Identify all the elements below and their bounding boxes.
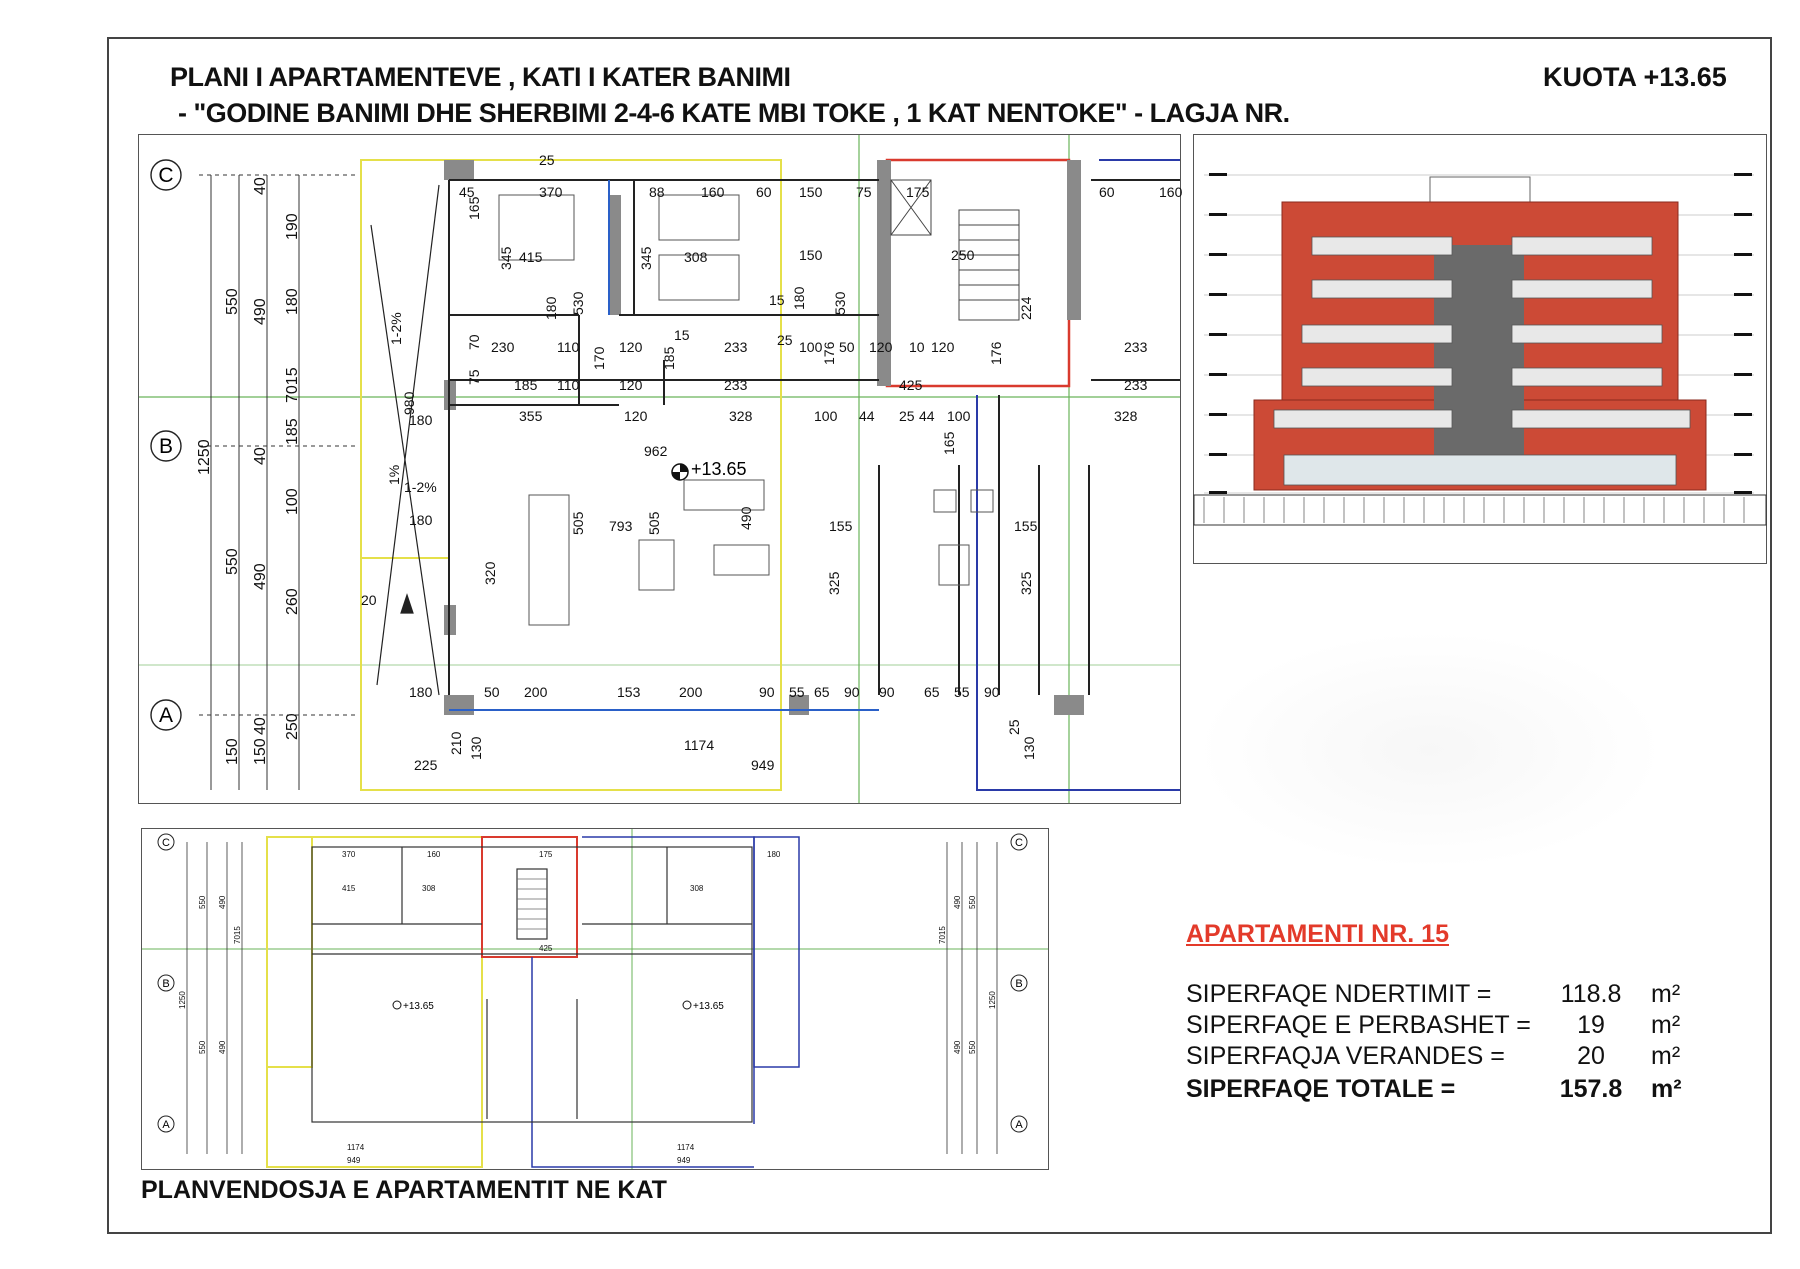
left-dimension-chains — [199, 175, 359, 790]
svg-text:490: 490 — [218, 1040, 227, 1054]
dim-490-bottom: 490 — [252, 563, 269, 590]
svg-text:949: 949 — [751, 757, 775, 773]
svg-text:180: 180 — [767, 850, 781, 859]
svg-text:100: 100 — [814, 408, 838, 424]
svg-text:175: 175 — [539, 850, 553, 859]
svg-text:153: 153 — [617, 684, 641, 700]
svg-text:225: 225 — [414, 757, 438, 773]
svg-text:60: 60 — [1099, 184, 1115, 200]
svg-text:233: 233 — [1124, 339, 1148, 355]
left-dimension-texts — [196, 177, 301, 765]
small-neighbour-outline — [582, 837, 754, 1124]
small-axis-a-left — [158, 1116, 174, 1132]
svg-text:200: 200 — [524, 684, 548, 700]
dim-1250: 1250 — [196, 439, 213, 475]
faded-area — [1195, 630, 1665, 870]
svg-text:90: 90 — [879, 684, 895, 700]
svg-text:120: 120 — [931, 339, 955, 355]
svg-text:328: 328 — [1114, 408, 1138, 424]
svg-text:345: 345 — [498, 246, 514, 270]
svg-text:550: 550 — [968, 895, 977, 909]
svg-text:C: C — [162, 837, 170, 849]
svg-text:345: 345 — [638, 246, 654, 270]
small-dimension-lines — [187, 842, 997, 1154]
svg-text:1-2%: 1-2% — [404, 479, 437, 495]
area-unit: m² — [1651, 1042, 1681, 1070]
svg-text:550: 550 — [198, 895, 207, 909]
svg-text:90: 90 — [759, 684, 775, 700]
small-elevation-marker-left — [393, 1001, 434, 1012]
svg-text:1-2%: 1-2% — [388, 312, 404, 345]
svg-text:250: 250 — [951, 247, 975, 263]
svg-text:370: 370 — [342, 850, 356, 859]
svg-text:165: 165 — [466, 196, 482, 220]
small-axis-b-right — [1011, 975, 1027, 991]
floor-placement-drawing — [142, 829, 1048, 1169]
area-label: SIPERFAQE NDERTIMIT = — [1186, 980, 1492, 1008]
svg-text:490: 490 — [738, 506, 754, 530]
svg-text:185: 185 — [514, 377, 538, 393]
svg-text:90: 90 — [844, 684, 860, 700]
svg-text:A: A — [1015, 1119, 1023, 1131]
svg-text:1174: 1174 — [684, 737, 715, 753]
svg-text:45: 45 — [459, 184, 475, 200]
svg-text:60: 60 — [756, 184, 772, 200]
svg-text:949: 949 — [347, 1156, 361, 1165]
axis-bubble-c — [151, 160, 181, 190]
dim-185: 185 — [284, 418, 301, 445]
small-stair-treads — [517, 879, 547, 929]
svg-text:233: 233 — [1124, 377, 1148, 393]
ground-hatch — [1194, 495, 1766, 525]
svg-text:+13.65: +13.65 — [693, 1001, 724, 1012]
svg-text:160: 160 — [427, 850, 441, 859]
svg-text:233: 233 — [724, 339, 748, 355]
svg-text:20: 20 — [361, 592, 377, 608]
drawing-title: PLANI I APARTAMENTEVE , KATI I KATER BANIMI — [170, 62, 791, 92]
svg-text:110: 110 — [557, 339, 580, 355]
svg-text:325: 325 — [826, 571, 842, 595]
svg-text:15: 15 — [769, 292, 785, 308]
svg-text:325: 325 — [1018, 571, 1034, 595]
svg-text:B: B — [162, 978, 170, 990]
small-veranda-outline — [267, 837, 312, 1067]
svg-text:180: 180 — [409, 512, 433, 528]
svg-text:55: 55 — [789, 684, 805, 700]
total-value: 157.8 — [1559, 1075, 1623, 1103]
svg-text:7015: 7015 — [233, 926, 242, 944]
svg-text:75: 75 — [466, 369, 482, 385]
area-unit: m² — [1651, 980, 1681, 1008]
placement-caption: PLANVENDOSJA E APARTAMENTIT NE KAT — [141, 1176, 667, 1204]
svg-text:176: 176 — [988, 341, 1004, 365]
svg-text:170: 170 — [591, 346, 607, 370]
dim-490-top: 490 — [252, 298, 269, 325]
svg-text:793: 793 — [609, 518, 633, 534]
building-facade-elevation — [1193, 134, 1767, 564]
svg-text:10: 10 — [909, 339, 925, 355]
svg-text:15: 15 — [674, 327, 690, 343]
area-label: SIPERFAQE E PERBASHET = — [1186, 1011, 1531, 1039]
svg-text:1250: 1250 — [988, 991, 997, 1009]
area-value: 20 — [1577, 1042, 1605, 1070]
svg-text:165: 165 — [941, 431, 957, 455]
dim-150-mid: 150 — [252, 738, 269, 765]
svg-text:490: 490 — [218, 895, 227, 909]
svg-text:25: 25 — [899, 408, 915, 424]
svg-text:44: 44 — [919, 408, 935, 424]
axis-bubble-a — [151, 700, 181, 730]
total-label: SIPERFAQE TOTALE = — [1186, 1075, 1456, 1103]
svg-text:530: 530 — [570, 291, 586, 315]
svg-text:B: B — [1015, 978, 1023, 990]
dim-40-top: 40 — [252, 177, 269, 195]
dim-100: 100 — [284, 488, 301, 515]
svg-text:308: 308 — [684, 249, 708, 265]
svg-text:130: 130 — [1021, 736, 1037, 760]
svg-text:490: 490 — [953, 1040, 962, 1054]
svg-text:7015: 7015 — [938, 926, 947, 944]
svg-text:25: 25 — [777, 332, 793, 348]
svg-text:120: 120 — [869, 339, 893, 355]
svg-text:+13.65: +13.65 — [691, 459, 747, 479]
svg-text:328: 328 — [729, 408, 753, 424]
dim-250: 250 — [284, 713, 301, 740]
svg-text:130: 130 — [468, 736, 484, 760]
area-value: 19 — [1577, 1011, 1605, 1039]
area-unit: m² — [1651, 1011, 1681, 1039]
area-value: 118.8 — [1560, 980, 1622, 1008]
small-elevation-marker-right — [683, 1001, 724, 1012]
svg-text:90: 90 — [984, 684, 1000, 700]
svg-text:1174: 1174 — [347, 1143, 365, 1152]
svg-text:120: 120 — [619, 377, 643, 393]
dim-40-mid: 40 — [252, 447, 269, 465]
dim-190: 190 — [284, 213, 301, 240]
svg-text:160: 160 — [701, 184, 725, 200]
small-axis-b-left — [158, 975, 174, 991]
dim-180: 180 — [284, 288, 301, 315]
svg-text:50: 50 — [839, 339, 855, 355]
svg-text:415: 415 — [342, 884, 356, 893]
svg-text:370: 370 — [539, 184, 563, 200]
svg-text:980: 980 — [401, 391, 417, 415]
small-right-veranda — [754, 837, 799, 1067]
svg-text:A: A — [158, 704, 174, 727]
svg-text:550: 550 — [968, 1040, 977, 1054]
small-axis-c-right — [1011, 834, 1027, 850]
svg-text:50: 50 — [484, 684, 500, 700]
svg-text:175: 175 — [906, 184, 930, 200]
drawing-subtitle: - "GODINE BANIMI DHE SHERBIMI 2-4-6 KATE MBI TOKE , 1 KAT NENTOKE" - LAGJA NR. — [178, 98, 1290, 128]
svg-text:65: 65 — [814, 684, 830, 700]
svg-text:160: 160 — [1159, 184, 1183, 200]
dim-550-top: 550 — [224, 288, 241, 315]
svg-text:962: 962 — [644, 443, 668, 459]
svg-text:176: 176 — [821, 341, 837, 365]
floor-placement-plan — [141, 828, 1049, 1170]
main-floor-plan-drawing — [139, 135, 1183, 803]
svg-text:88: 88 — [649, 184, 665, 200]
small-neighbour-lower — [532, 957, 754, 1167]
svg-text:230: 230 — [491, 339, 515, 355]
level-elevation-label: KUOTA +13.65 — [1543, 62, 1727, 92]
main-floor-plan — [138, 134, 1181, 804]
svg-text:505: 505 — [646, 511, 662, 535]
structural-columns — [444, 160, 1084, 715]
svg-text:949: 949 — [677, 1156, 691, 1165]
svg-text:44: 44 — [859, 408, 875, 424]
svg-text:1250: 1250 — [178, 991, 187, 1009]
svg-text:75: 75 — [856, 184, 872, 200]
svg-text:25: 25 — [539, 152, 555, 168]
dim-550-bottom: 550 — [224, 548, 241, 575]
svg-text:1%: 1% — [386, 464, 402, 485]
dim-40-low: 40 — [252, 717, 269, 735]
svg-text:550: 550 — [198, 1040, 207, 1054]
svg-text:100: 100 — [947, 408, 971, 424]
svg-text:120: 120 — [619, 339, 643, 355]
svg-text:224: 224 — [1018, 296, 1034, 320]
svg-text:25: 25 — [1006, 719, 1022, 735]
svg-text:180: 180 — [791, 286, 807, 310]
small-apartment-outline — [267, 837, 482, 1167]
small-grid-lines — [142, 829, 1048, 1169]
svg-text:65: 65 — [924, 684, 940, 700]
svg-text:70: 70 — [466, 334, 482, 350]
svg-text:308: 308 — [690, 884, 704, 893]
svg-text:150: 150 — [799, 184, 823, 200]
svg-text:+13.65: +13.65 — [403, 1001, 434, 1012]
svg-text:C: C — [158, 164, 174, 187]
veranda-outline-side — [361, 160, 449, 558]
svg-text:180: 180 — [409, 412, 433, 428]
svg-text:425: 425 — [539, 944, 553, 953]
svg-text:308: 308 — [422, 884, 436, 893]
svg-text:150: 150 — [799, 247, 823, 263]
small-dimension-labels — [178, 850, 997, 1165]
svg-text:110: 110 — [557, 377, 580, 393]
svg-text:C: C — [1015, 837, 1023, 849]
dim-7015: 7015 — [284, 367, 301, 403]
small-axis-a-right — [1011, 1116, 1027, 1132]
svg-text:505: 505 — [570, 511, 586, 535]
svg-text:200: 200 — [679, 684, 703, 700]
svg-text:425: 425 — [899, 377, 923, 393]
svg-text:415: 415 — [519, 249, 543, 265]
svg-text:320: 320 — [482, 561, 498, 585]
svg-text:100: 100 — [799, 339, 823, 355]
stair-core-glazing — [1434, 245, 1524, 465]
svg-text:A: A — [162, 1119, 170, 1131]
svg-text:155: 155 — [1014, 518, 1038, 534]
svg-text:155: 155 — [829, 518, 853, 534]
dim-260: 260 — [284, 588, 301, 615]
floor-elevation-marker — [672, 459, 747, 480]
svg-text:180: 180 — [409, 684, 433, 700]
room-dimension-labels — [361, 152, 1183, 773]
slope-indicators — [371, 185, 439, 695]
svg-text:120: 120 — [624, 408, 648, 424]
roof-structure — [1430, 177, 1530, 202]
apartment-title: APARTAMENTI NR. 15 — [1186, 920, 1449, 948]
svg-text:185: 185 — [661, 346, 677, 370]
svg-text:210: 210 — [448, 731, 464, 755]
svg-text:B: B — [158, 435, 174, 458]
axis-bubble-b — [151, 431, 181, 461]
svg-text:1174: 1174 — [677, 1143, 695, 1152]
svg-text:530: 530 — [832, 291, 848, 315]
total-unit: m² — [1651, 1075, 1682, 1103]
svg-text:233: 233 — [724, 377, 748, 393]
svg-text:180: 180 — [543, 296, 559, 320]
svg-text:490: 490 — [953, 895, 962, 909]
facade-drawing — [1194, 135, 1766, 563]
svg-text:55: 55 — [954, 684, 970, 700]
area-label: SIPERFAQJA VERANDES = — [1186, 1042, 1505, 1070]
small-axis-c-left — [158, 834, 174, 850]
dim-150-outer: 150 — [224, 738, 241, 765]
svg-text:355: 355 — [519, 408, 543, 424]
